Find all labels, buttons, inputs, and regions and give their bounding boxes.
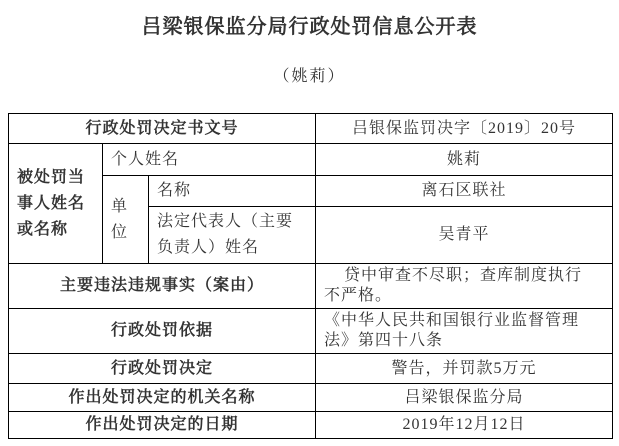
date-value: 2019年12月12日: [316, 412, 613, 439]
basis-value: [316, 309, 613, 354]
legal-rep-label-text: 法定代表人（主要负责人）姓名: [157, 213, 294, 256]
org-name-value: 离石区联社: [316, 176, 613, 207]
org-label: [103, 176, 149, 264]
doc-number-label: 行政处罚决定书文号: [9, 114, 316, 144]
decision-value: 警告，并罚款5万元: [316, 354, 613, 384]
personal-name-label: 个人姓名: [103, 144, 316, 176]
violation-label: 主要违法违规事实（案由）: [9, 264, 316, 309]
org-name-label: 名称: [149, 176, 316, 207]
row-decision: [9, 354, 613, 384]
page-title: 吕梁银保监分局行政处罚信息公开表: [141, 16, 478, 38]
legal-rep-label: [149, 207, 316, 264]
row-doc-number: [9, 114, 613, 144]
party-label-text: 被处罚当事人姓名或名称: [17, 168, 86, 238]
date-label: 作出处罚决定的日期: [9, 412, 316, 439]
org-label-text: 单位: [111, 197, 129, 241]
row-date: [9, 412, 613, 439]
row-personal-name: [9, 144, 613, 176]
decision-label: 行政处罚决定: [9, 354, 316, 384]
basis-label: 行政处罚依据: [9, 309, 316, 354]
authority-value: 吕梁银保监分局: [316, 384, 613, 412]
penalty-table: [8, 113, 613, 439]
violation-value-text: 贷中审查不尽职；查库制度执行不严格。: [324, 267, 583, 304]
penalty-disclosure-page: [0, 14, 619, 439]
page-subtitle: （姚莉）: [273, 68, 346, 85]
legal-rep-value: 吴青平: [316, 207, 613, 264]
personal-name-value: 姚莉: [316, 144, 613, 176]
doc-number-value: 吕银保监罚决字〔2019〕20号: [316, 114, 613, 144]
row-violation: [9, 264, 613, 309]
row-authority: [9, 384, 613, 412]
row-basis: [9, 309, 613, 354]
party-label: [9, 144, 103, 264]
violation-value: [316, 264, 613, 309]
authority-label: 作出处罚决定的机关名称: [9, 384, 316, 412]
basis-value-text: 《中华人民共和国银行业监督管理法》第四十八条: [324, 312, 580, 349]
